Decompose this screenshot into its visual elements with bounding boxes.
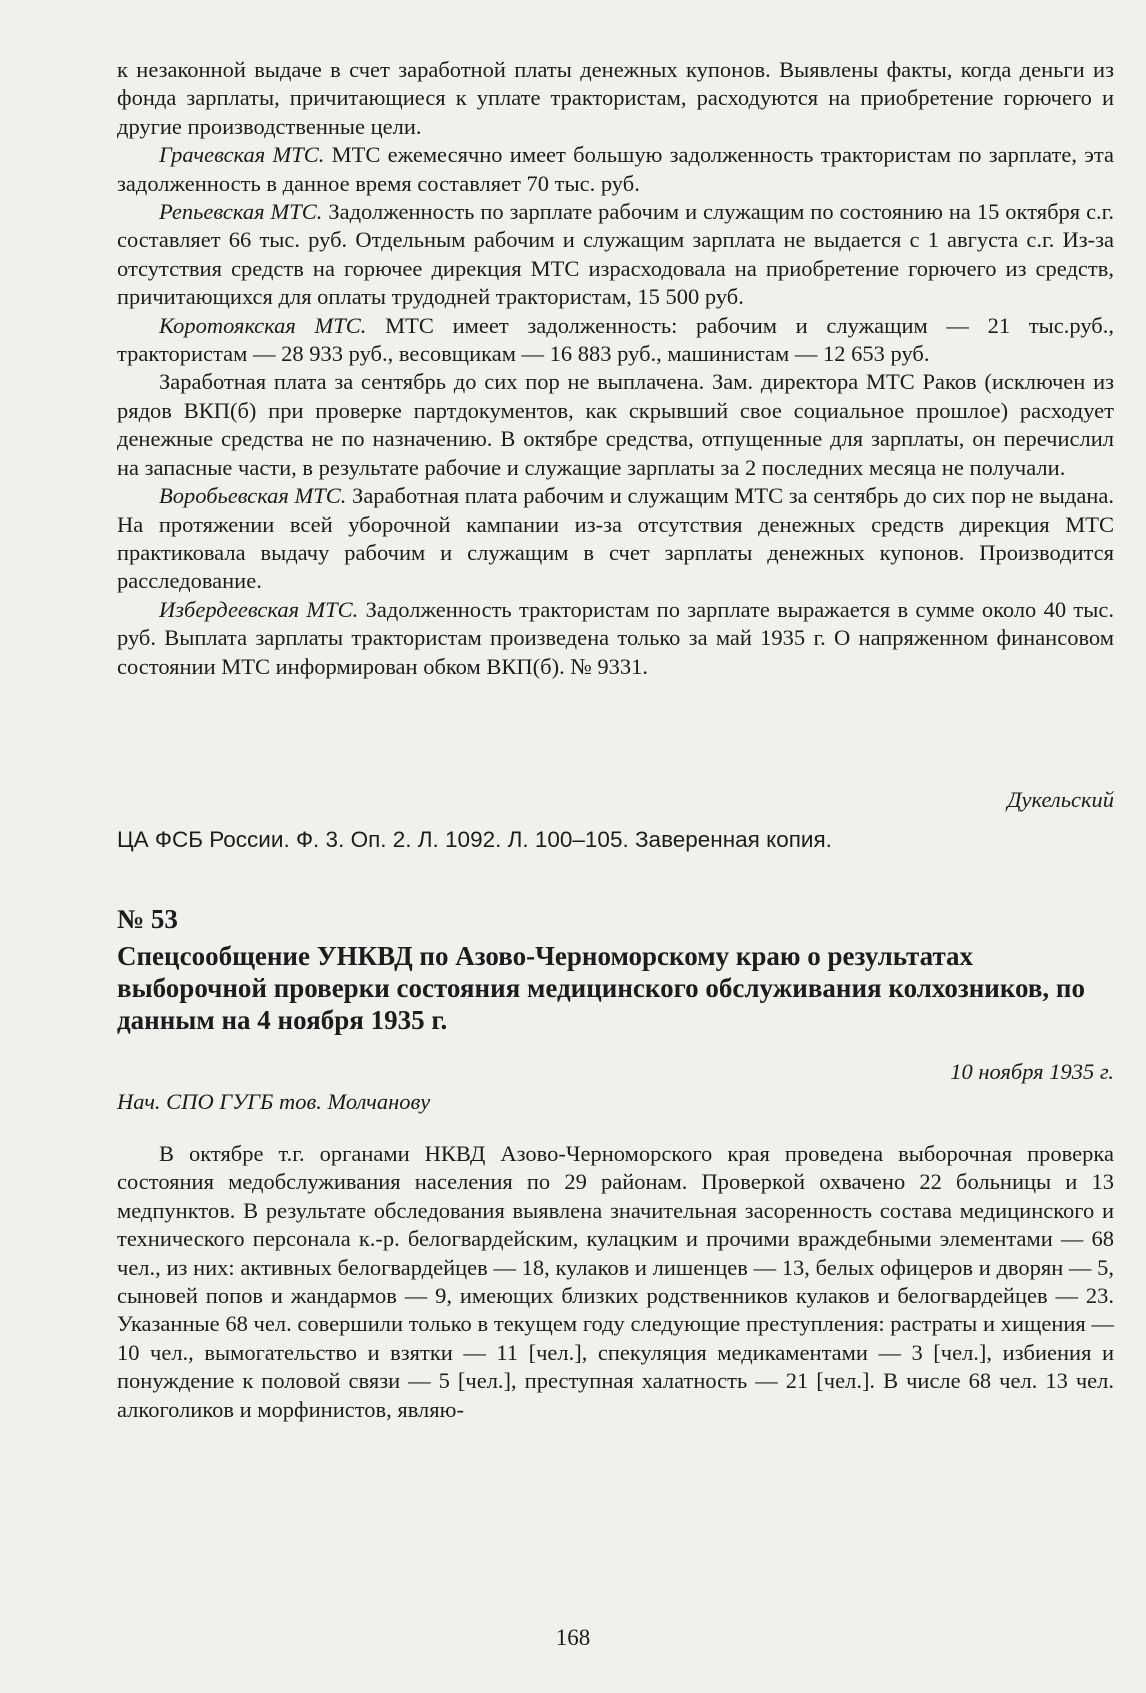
- document-number: № 53: [117, 904, 178, 934]
- mts-name: Избердеевская МТС.: [159, 596, 359, 622]
- paragraph-repyevskaya: Репьевская МТС. Задолженность по зарплате рабочим и служащим по состоянию на 15 октября с.г. составляет 66 тыс. руб. Отдельным рабочим и служащим зарплата не выдается с 1 августа с.г. Из-за отсутствия средств на горючее дирекция МТС израсходовала на приобретение горючего из средств, причитающихся для оплаты трудодней трактористам, 15 500 руб.: [117, 199, 1114, 310]
- paragraph-salary: Заработная плата за сентябрь до сих пор не выплачена. Зам. директора МТС Раков (исключен из рядов ВКП(б) при проверке партдокументов, как скрывший свое социальное прошлое) расходует денежные средства не по назначению. В октябре средства, отпущенные для зарплаты, он перечислил на запасные части, в результате рабочие и служащие зарплаты за 2 последних месяца не получали.: [117, 369, 1114, 480]
- archive-reference: ЦА ФСБ России. Ф. 3. Оп. 2. Л. 1092. Л. 100–105. Заверенная копия.: [117, 827, 832, 852]
- mts-name: Грачевская МТС.: [159, 142, 325, 168]
- document-date: 10 ноября 1935 г.: [950, 1059, 1114, 1084]
- body-paragraph: В октябре т.г. органами НКВД Азово-Черноморского края проведена выборочная проверка состояния медобслуживания населения по 29 районам. Проверкой охвачено 22 больницы и 13 медпунктов. В результате обследования выявлена значительная засоренность состава медицинского и технического персонала к.-р. белогвардейским, кулацким и прочими враждебными элементами — 68 чел., из них: активных белогвардейцев — 18, кулаков и лишенцев — 13, белых офицеров и дворян — 5, сыновей попов и жандармов — 9, имеющих близких родственников кулаков и белогвардейцев — 23. Указанные 68 чел. совершили только в текущем году следующие преступления: растраты и хищения — 10 чел., вымогательство и взятки — 11 [чел.], спекуляция медикаментами — 3 [чел.], избиения и понуждение к половой связи — 5 [чел.], преступная халатность — 21 [чел.]. В числе 68 чел. 13 чел. алкоголиков и морфинистов, являю-: [117, 1141, 1114, 1422]
- mts-name: Коротоякская МТС.: [159, 312, 367, 338]
- paragraph-izberdeevskaya: Избердеевская МТС. Задолженность трактористам по зарплате выражается в сумме около 40 тыс. руб. Выплата зарплаты трактористам произведена только за май 1935 г. О напряженном финансовом состоянии МТС информирован обком ВКП(б). № 9331.: [117, 596, 1114, 679]
- continued-section: [117, 56, 1114, 681]
- body-section: [117, 1140, 1114, 1424]
- addressee: Нач. СПО ГУГБ тов. Молчанову: [117, 1089, 431, 1114]
- mts-name: Воробьевская МТС.: [159, 483, 347, 509]
- document-title: Спецсообщение УНКВД по Азово-Черноморскому краю о результатах выборочной проверки состояния медицинского обслуживания колхозников, по данным на 4 ноября 1935 г.: [117, 941, 1085, 1035]
- paragraph-vorobyevskaya: Воробьевская МТС. Заработная плата рабочим и служащим МТС за сентябрь до сих пор не выдана. На протяжении всей уборочной кампании из-за отсутствия денежных средств дирекция МТС практиковала выдачу рабочим и служащим в счет зарплаты денежных купонов. Производится расследование.: [117, 483, 1114, 594]
- paragraph-intro: к незаконной выдаче в счет заработной платы денежных купонов. Выявлены факты, когда деньги из фонда зарплаты, причитающиеся к уплате трактористам, расходуются на приобретение горючего и другие производственные цели.: [117, 57, 1114, 139]
- page-number: 168: [555, 1625, 591, 1650]
- mts-name: Репьевская МТС.: [159, 199, 323, 225]
- paragraph-grachevskaya: Грачевская МТС. МТС ежемесячно имеет большую задолженность трактористам по зарплате, эта задолженность в данное время составляет 70 тыс. руб.: [117, 142, 1114, 196]
- document-title-block: [117, 940, 1114, 1036]
- signature: Дукельский: [1007, 787, 1114, 812]
- paragraph-korotoyakskaya: Коротоякская МТС. МТС имеет задолженность: рабочим и служащим — 21 тыс.руб., трактористам — 28 933 руб., весовщикам — 16 883 руб., машинистам — 12 653 руб.: [117, 312, 1115, 367]
